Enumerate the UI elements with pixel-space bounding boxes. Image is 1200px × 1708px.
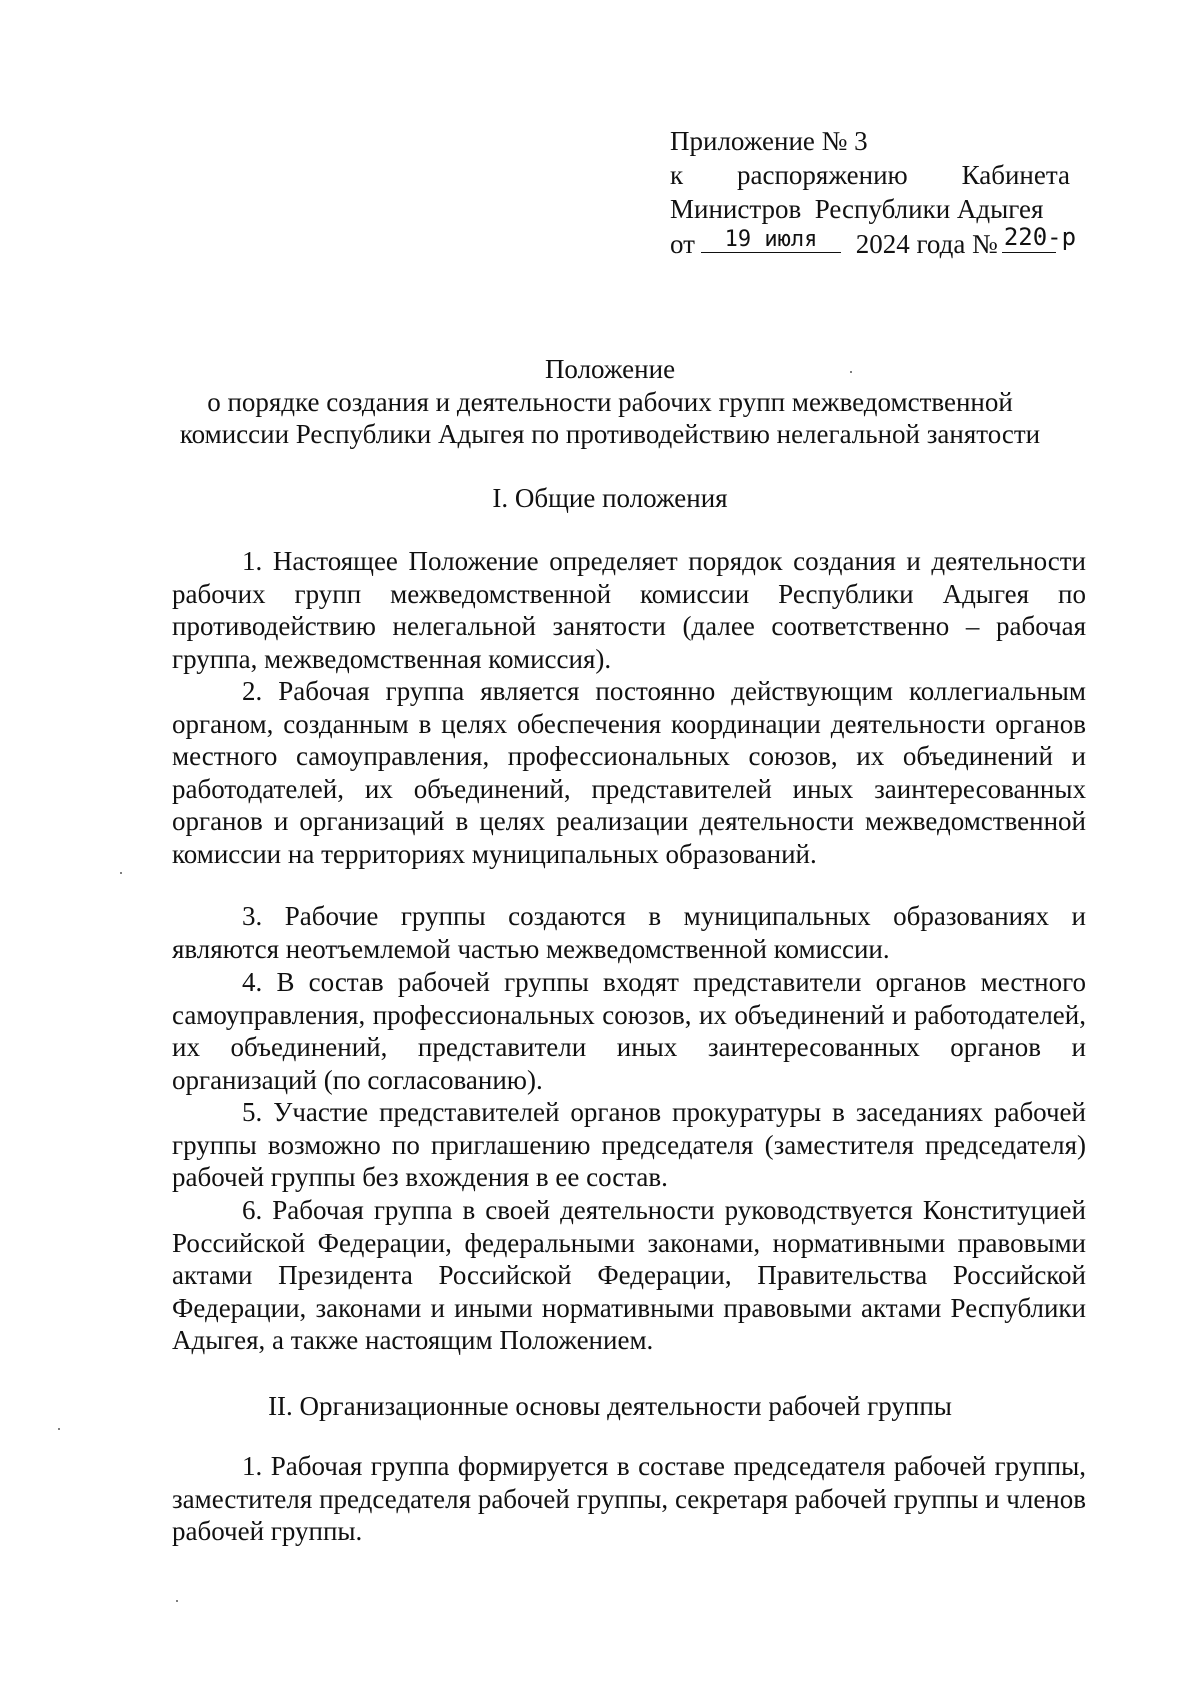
paragraph-text: 5. Участие представителей органов прокуратуры в заседаниях рабочей группы возможно по приглашению председателя (заместителя председателя) рабочей группы без вхождения в ее состав. <box>172 1097 1086 1192</box>
section2-paragraph-1 <box>172 1450 1086 1548</box>
section1-paragraph-4 <box>172 966 1086 1096</box>
document-title: Положение <box>544 354 676 384</box>
appendix-word: Кабинета <box>961 160 1070 190</box>
scan-speck <box>176 1600 178 1602</box>
section1-paragraph-1 <box>172 545 1086 675</box>
document-subtitle-line-1: о порядке создания и деятельности рабочих групп межведомственной <box>207 387 1013 417</box>
section-heading-organization: II. Организационные основы деятельности рабочей группы <box>268 1391 952 1421</box>
document-subtitle-line-2: комиссии Республики Адыгея по противодействию нелегальной занятости <box>179 419 1041 449</box>
section1-paragraph-6 <box>172 1194 1086 1357</box>
appendix-word: распоряжению <box>737 160 908 190</box>
handwritten-date: 19 июля <box>724 227 818 252</box>
appendix-issuer: Министров Республики Адыгея <box>670 194 1044 224</box>
scan-speck <box>850 371 852 373</box>
handwritten-number: 220-р <box>1003 223 1077 251</box>
section1-paragraph-3 <box>172 900 1086 965</box>
section1-paragraph-2 <box>172 675 1086 870</box>
paragraph-text: 2. Рабочая группа является постоянно действующим коллегиальным органом, созданным в целях обеспечения координации деятельности органов местного самоуправления, профессиональных союзов, их объединений и работодателей, их объединений, представителей иных заинтересованных органов и организаций в целях реализации деятельности межведомственной комиссии на территориях муниципальных образований. <box>172 676 1086 869</box>
paragraph-text: 6. Рабочая группа в своей деятельности руководствуется Конституцией Российской Федерации, федеральными законами, нормативными правовыми актами Президента Российской Федерации, Правительства Российской Федерации, законами и иными нормативными правовыми актами Республики Адыгея, а также настоящим Положением. <box>172 1195 1086 1355</box>
appendix-decree-line <box>670 158 1070 192</box>
date-prefix: от <box>670 229 695 259</box>
paragraph-text: 1. Рабочая группа формируется в составе председателя рабочей группы, заместителя председателя рабочей группы, секретаря рабочей группы и членов рабочей группы. <box>172 1451 1086 1546</box>
scan-speck <box>58 1428 60 1430</box>
appendix-date-line <box>670 223 1077 260</box>
scan-speck <box>120 872 122 874</box>
paragraph-text: 1. Настоящее Положение определяет порядок создания и деятельности рабочих групп межведомственной комиссии Республики Адыгея по противодействию нелегальной занятости (далее соответственно – рабочая группа, межведомственная комиссия). <box>172 546 1086 674</box>
paragraph-text: 4. В состав рабочей группы входят представители органов местного самоуправления, профессиональных союзов, их объединений и работодателей, их объединений, представители иных заинтересованных органов и организаций (по согласованию). <box>172 967 1086 1095</box>
appendix-word: к <box>670 160 684 190</box>
date-fill-line <box>701 226 841 253</box>
paragraph-text: 3. Рабочие группы создаются в муниципальных образованиях и являются неотъемлемой частью межведомственной комиссии. <box>172 901 1086 964</box>
appendix-number: Приложение № 3 <box>670 126 868 156</box>
date-year: 2024 года № <box>855 229 998 259</box>
appendix-header <box>670 124 1077 260</box>
section1-paragraph-5 <box>172 1096 1086 1194</box>
section-heading-general: I. Общие положения <box>492 483 728 513</box>
number-fill-line <box>1002 223 1077 253</box>
